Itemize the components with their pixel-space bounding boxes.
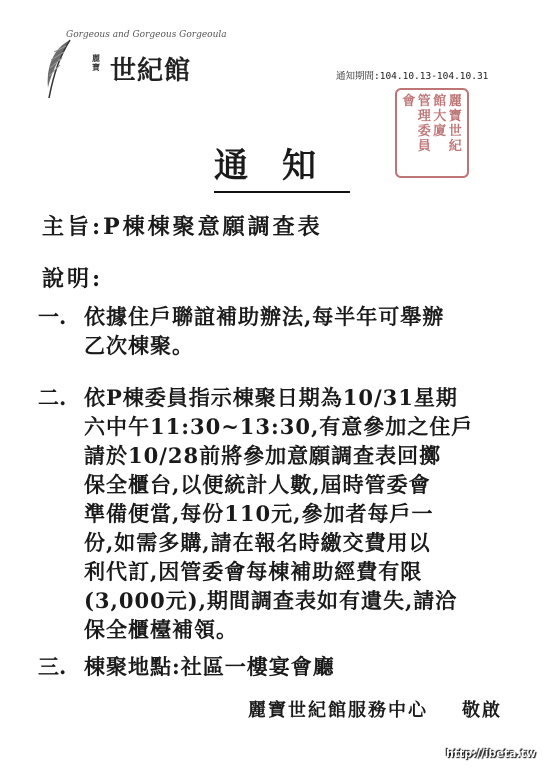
item-line: 保全櫃檯補領。 bbox=[84, 617, 238, 642]
description-label: 說明: bbox=[42, 266, 104, 292]
item-line: 保全櫃台,以便統計人數,屆時管委會 bbox=[84, 472, 431, 497]
item-number: 一. bbox=[38, 304, 67, 329]
item-number: 二. bbox=[38, 385, 67, 410]
item-line: 六中午11:30~13:30,有意參加之住戶 bbox=[84, 414, 474, 439]
feather-icon bbox=[40, 38, 76, 102]
watermark-url: http://ibeta.tw bbox=[445, 747, 536, 760]
seal-column: 會 bbox=[402, 94, 416, 109]
item-line: 份,如需多購,請在報名時繳交費用以 bbox=[84, 530, 431, 555]
sender-name: 麗寶世紀館服務中心 bbox=[248, 700, 428, 721]
item-text bbox=[84, 302, 514, 360]
item-line: 準備便當,每份110元,參加者每戶一 bbox=[84, 501, 434, 526]
item-line: 利代訂,因管委會每棟補助經費有限 bbox=[84, 559, 423, 584]
subject-line: 主旨:P棟棟聚意願調查表 bbox=[42, 214, 323, 240]
seal-column: 麗寶世紀 bbox=[448, 94, 462, 154]
item-line: 乙次棟聚。 bbox=[84, 333, 194, 358]
item-line: 依P棟委員指示棟聚日期為10/31星期 bbox=[84, 385, 458, 410]
item-number: 三. bbox=[38, 654, 67, 679]
closing-word: 敬啟 bbox=[462, 700, 502, 721]
seal-column: 館大廈 bbox=[433, 94, 447, 139]
signature bbox=[248, 696, 502, 722]
logo-script-text: Gorgeous and Gorgeous Gorgeoula bbox=[66, 30, 227, 40]
logo-small-text: 麗寶 bbox=[92, 53, 100, 72]
item-line: 棟聚地點:社區一樓宴會廳 bbox=[84, 654, 335, 679]
item-line: 依據住戶聯誼補助辦法,每半年可舉辦 bbox=[84, 304, 445, 329]
item-text bbox=[84, 383, 514, 644]
item-line: 請於10/28前將參加意願調查表回擲 bbox=[84, 443, 442, 468]
logo bbox=[40, 30, 227, 110]
page-title: 通知 bbox=[214, 138, 350, 193]
notice-period: 通知期間:104.10.13-104.10.31 bbox=[336, 71, 489, 82]
seal-column: 管理委員 bbox=[417, 94, 431, 154]
item-line: (3,000元),期間調查表如有遺失,請洽 bbox=[84, 588, 458, 613]
logo-title: 世紀館 bbox=[110, 56, 192, 86]
red-seal-stamp bbox=[395, 88, 469, 178]
item-text bbox=[84, 652, 514, 681]
